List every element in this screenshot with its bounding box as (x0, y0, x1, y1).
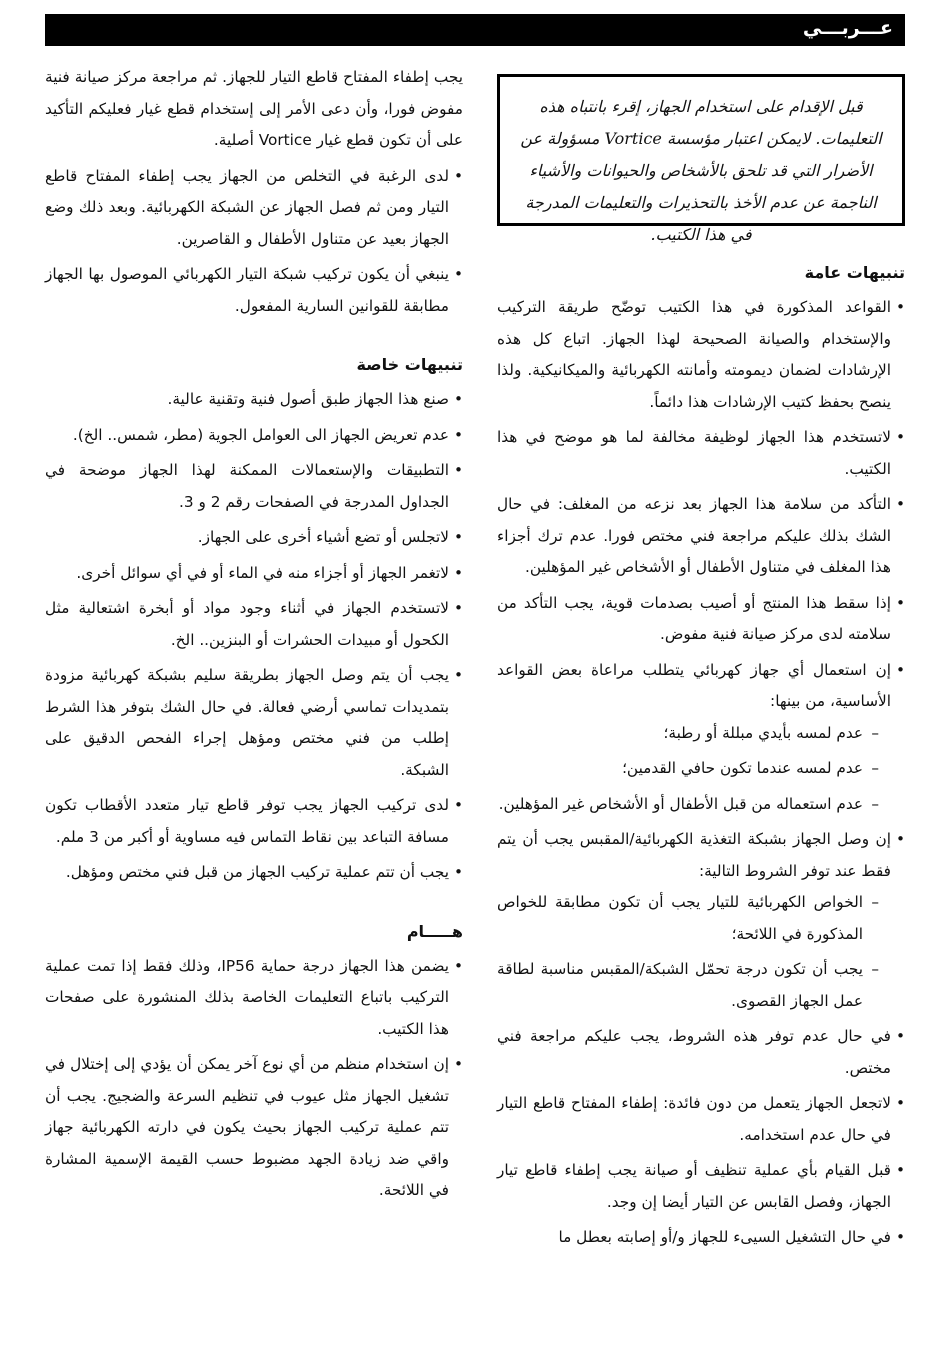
sub-list-item: – عدم لمسه عندما تكون حافي القدمين؛ (497, 753, 879, 785)
sub-list-item: – يجب أن تكون درجة تحمّل الشبكة/المقبس مناسبة لطاقة عمل الجهاز القصوى. (497, 954, 879, 1017)
list-item (497, 824, 905, 1017)
list-item: • عدم تعريض الجهاز الى العوامل الجوية (مطر، شمس.. الخ). (45, 420, 463, 452)
list-item (45, 1049, 463, 1207)
list-item: • إذا سقط هذا المنتج أو أصيب بصدمات قوية، يجب التأكد من سلامته لدى مركز صيانة فنية مفوض. (497, 588, 905, 651)
list-item: • لاتجعل الجهاز يتعمل من دون فائدة: إطفاء المفتاح قاطع التيار في حال عدم استخدامه. (497, 1088, 905, 1151)
list-item: • ينبغي أن يكون تركيب شبكة التيار الكهربائي الموصول بها الجهاز مطابقة للقوانين السارية المفعول. (45, 259, 463, 322)
list-item: • لاتغمر الجهاز أو أجزاء منه في الماء أو في أي سوائل أخرى. (45, 558, 463, 590)
list-item (497, 655, 905, 821)
special-warnings-list (45, 384, 463, 889)
warning-notice-box (497, 74, 905, 244)
basic-rules-list (497, 718, 891, 821)
list-item-text: إن استعمال أي جهاز كهربائي يتطلب مراعاة بعض القواعد الأساسية، من بينها: (497, 660, 891, 710)
list-item: • لاتجلس أو تضع أشياء أخرى على الجهاز. (45, 522, 463, 554)
important-title: هـــــام (406, 921, 463, 941)
general-warnings-list (497, 292, 905, 1254)
list-item: • لاتستخدم هذا الجهاز لوظيفة مخالفة لما هو موضح في هذا الكتيب. (497, 422, 905, 485)
list-item: • التطبيقات والإستعمالات الممكنة لهذا الجهاز موضحة في الجداول المدرجة في الصفحات رقم 2 و 3. (45, 455, 463, 518)
special-warnings-title: تنبيهات خاصة (356, 355, 463, 374)
important-list (45, 951, 463, 1207)
list-item: • لدى الرغبة في التخلص من الجهاز يجب إطفاء المفتاح قاطع التيار ومن ثم فصل الجهاز عن الشبكة الكهربائية. وبعد ذلك وضع الجهاز بعيد عن متناول الأطفال و القاصرين. (45, 161, 463, 256)
list-item: • في حال عدم توفر هذه الشروط، يجب عليكم مراجعة فني مختص. (497, 1021, 905, 1084)
left-column (45, 62, 463, 1211)
right-column (497, 62, 905, 1258)
general-warnings-title: تنبيهات عامة (804, 263, 905, 282)
list-item: • يضمن هذا الجهاز درجة حماية IP56، وذلك فقط إذا تمت عملية التركيب باتباع التعليمات الخاصة بذلك المنشورة على صفحات هذا الكتيب. (45, 951, 463, 1046)
list-item: • قبل القيام بأي عملية تنظيف أو صيانة يجب إطفاء قاطع تيار الجهاز، وفصل القابس عن التيار أيضا إن وجد. (497, 1155, 905, 1218)
sub-list-item: – الخواص الكهربائية للتيار يجب أن تكون مطابقة للخواص المذكورة في اللائحة؛ (497, 887, 879, 950)
conditions-list (497, 887, 891, 1017)
list-item: • يجب أن تتم عملية تركيب الجهاز من قبل فني مختص ومؤهل. (45, 857, 463, 889)
list-item-closing-text: يجب أن تتم عملية تركيب الجهاز بحيث يكون في دارته الكهربائية جهاز واقي ضد زيادة الجهد مضبوط حسب القيمة الإسمية المشارة في اللائحة. (45, 1086, 449, 1199)
language-header-bar (45, 14, 905, 46)
list-item: • في حال التشغيل السيىء للجهاز و/أو إصابته بعطل ما (497, 1222, 905, 1254)
list-item-text: إن وصل الجهاز بشبكة التغذية الكهربائية/المقبس يجب أن يتم فقط عند توفر الشروط التالية: (497, 830, 891, 880)
continuation-text: يجب إطفاء المفتاح قاطع التيار للجهاز. ثم مراجعة مركز صيانة فنية مفوض فورا، وأن دعى الأمر إلى إستخدام قطع غيار فعليكم التأكيد على أن تكون قطع غيار Vortice أصلية. (45, 68, 463, 149)
list-item: • لاتستخدم الجهاز في أثناء وجود مواد أو أبخرة اشتعالية مثل الكحول أو مبيدات الحشرات أو البنزين.. الخ. (45, 593, 463, 656)
list-item-text: إن استخدام منظم من أي نوع آخر يمكن أن يؤدي إلى إختلال في تشغيل الجهاز مثل عيوب في تنظيم السرعة والضجيج. (45, 1055, 449, 1105)
list-item: • صنع هذا الجهاز طبق أصول فنية وتقنية عالية. (45, 384, 463, 416)
list-item: • يجب أن يتم وصل الجهاز بطريقة سليم بشبكة كهربائية مزودة بتمديدات تماسي أرضي فعالة. في حال الشك بتوفر هذا الشرط إطلب من فني مختص ومؤهل إجراء الفحص الدقيق على الشبكة. (45, 660, 463, 786)
list-item: • القواعد المذكورة في هذا الكتيب توضّح طريقة التركيب والإستخدام والصيانة الصحيحة لهذا الجهاز. اتباع كل هذه الإرشادات لضمان ديمومته وأمانته الكهربائية والميكانيكية. ولذا ينصح بحفظ كتيب الإرشادات هذا دائماً. (497, 292, 905, 418)
notice-text: قبل الإقدام على استخدام الجهاز، إقرء بانتباه هذه التعليمات. لايمكن اعتبار مؤسسة Vortice مسؤولة عن الأضرار التي قد تلحق بالأشخاص والحيوانات والأشياء الناجمة عن عدم الأخذ بالتحذيرات والتعليمات المدرجة في هذا الكتيب. (520, 97, 882, 244)
sub-list-item: – عدم لمسه بأيدي مبللة أو رطبة؛ (497, 718, 879, 750)
continuation-list (45, 161, 463, 323)
list-item: • التأكد من سلامة هذا الجهاز بعد نزعه من المغلف: في حال الشك بذلك عليكم مراجعة فني مختص فورا. عدم ترك أجزاء هذا المغلف في متناول الأطفال أو الأشخاص غير المؤهلين. (497, 489, 905, 584)
list-item: • لدى تركيب الجهاز يجب توفر قاطع تيار متعدد الأقطاب تكون مسافة التباعد بين نقاط التماس فيه مساوية أو أكبر من 3 ملم. (45, 790, 463, 853)
sub-list-item: – عدم استعماله من قبل الأطفال أو الأشخاص غير المؤهلين. (497, 789, 879, 821)
language-label: عـــربـــي (802, 17, 893, 39)
